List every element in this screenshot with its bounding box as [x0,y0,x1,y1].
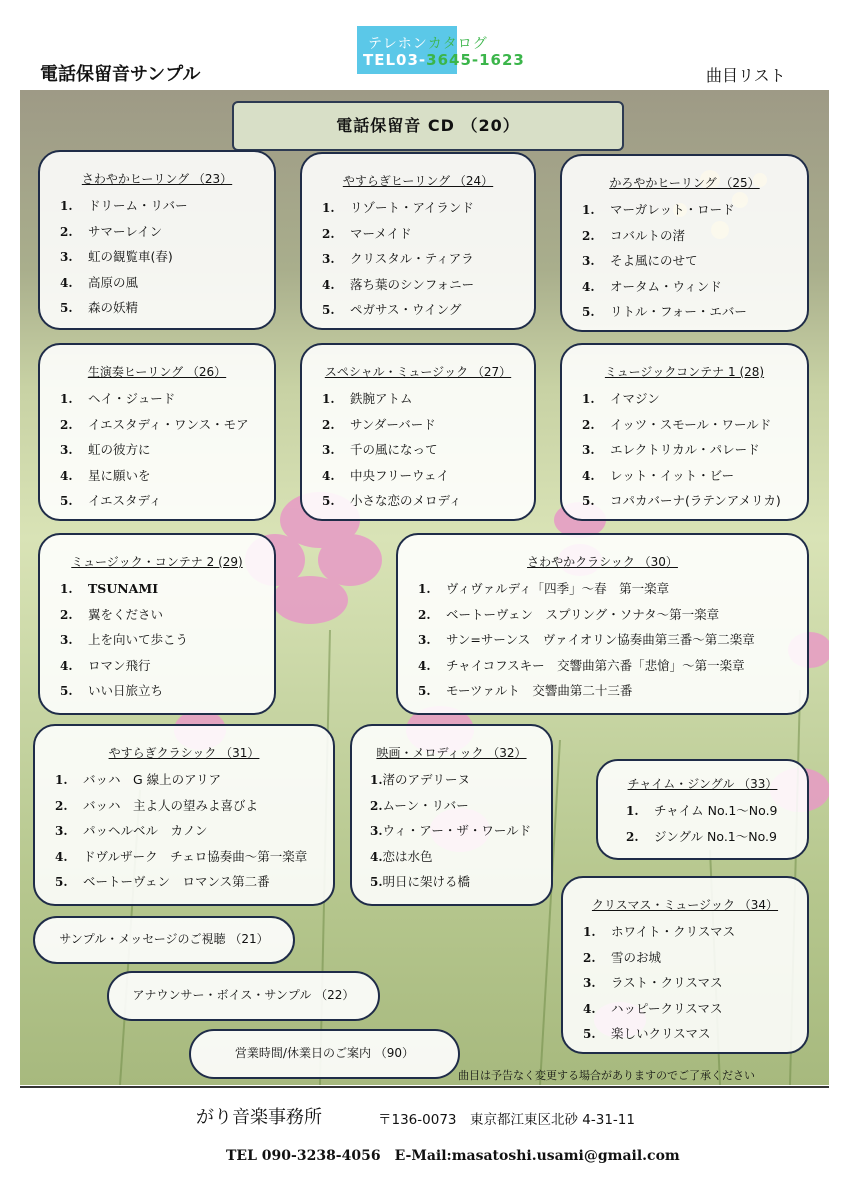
list-item: 1. バッハ G 線上のアリア [55,772,222,787]
list-item: 5. リトル・フォー・エバー [582,304,747,320]
category-title: チャイム・ジングル （33） [627,777,778,791]
list-item: 3. クリスタル・ティアラ [322,251,474,267]
announcer-voice-pill: アナウンサー・ボイス・サンプル （22） [107,971,380,1021]
category-box-34 [561,876,809,1054]
list-item: 2. 翼をください [60,606,164,622]
list-item: 2. マーメイド [322,225,412,241]
list-item: 3. 虹の観覧車(春) [60,249,173,265]
logo-line-1: テレホンカタログ [368,36,488,52]
list-item: 5.明日に架ける橋 [370,874,471,890]
list-item: 2. サマーレイン [60,223,163,239]
list-item: 3. パッヘルベル カノン [55,823,208,839]
list-item: 4. 落ち葉のシンフォニー [322,276,475,292]
list-item: 1. 鉄腕アトム [322,391,413,406]
category-box-29 [38,533,276,715]
list-item: 3. エレクトリカル・パレード [582,442,760,458]
list-item: 5. いい日旅立ち [60,683,164,699]
change-notice: 曲目は予告なく変更する場合がありますのでご了承ください [458,1069,755,1082]
list-item: 1. マーガレット・ロード [582,202,735,217]
list-item: 4. ロマン飛行 [60,657,151,673]
list-item: 4. 高原の風 [60,274,139,290]
category-box-33 [596,759,809,860]
list-item: 3. 千の風になって [322,442,438,458]
list-item: 2. コバルトの渚 [582,227,686,243]
list-item: 3. 上を向いて歩こう [60,632,189,648]
list-item: 5. イエスタディ [60,493,162,509]
list-item: 2. ベートーヴェン スプリング・ソナタ～第一楽章 [418,606,720,622]
list-item: 2. イッツ・スモール・ワールド [582,416,772,432]
category-box-28 [560,343,809,521]
category-box-30 [396,533,809,715]
list-item: 5. ペガサス・ウイング [322,302,462,318]
list-item: 4.恋は水色 [370,848,433,864]
list-item: 1. ドリーム・リバー [60,198,188,213]
category-box-24 [300,152,536,330]
list-item: 1. ヴィヴァルディ「四季」～春 第一楽章 [418,581,670,596]
main-cd-title: 電話保留音 CD （20） [232,101,624,151]
list-heading: 曲目リスト [706,66,786,85]
list-item: 2. バッハ 主よ人の望みよ喜びよ [55,797,259,813]
list-item: 4. ハッピークリスマス [583,1000,723,1016]
list-item: 3. ラスト・クリスマス [583,975,723,991]
list-item: 1. TSUNAMI [60,581,159,596]
list-item: 4. オータム・ウィンド [582,278,722,294]
category-box-31 [33,724,335,906]
category-title: ミュージックコンテナ 1 (28) [604,365,765,379]
list-item: 2. イエスタディ・ワンス・モア [60,416,249,432]
business-hours-pill: 営業時間/休業日のご案内 （90） [189,1029,460,1079]
list-item: 3.ウィ・アー・ザ・ワールド [370,823,532,839]
list-item: 5. 楽しいクリスマス [583,1026,711,1042]
list-item: 3. サン=サーンス ヴァイオリン協奏曲第三番～第二楽章 [418,632,755,648]
contact-info: TEL 090-3238-4056 E-Mail:masatoshi.usami@gmail.com [226,1148,680,1164]
category-box-32 [350,724,553,906]
company-address: 〒136-0073 東京都江東区北砂 4-31-11 [378,1112,635,1128]
category-title: さわやかクラシック （30） [527,555,678,569]
list-item: 3. 虹の彼方に [60,442,151,458]
list-item: 1. ホワイト・クリスマス [583,924,736,939]
category-title: やすらぎクラシック （31） [108,746,260,760]
list-item: 4. 星に願いを [60,467,151,483]
sample-message-pill: サンプル・メッセージのご視聴 （21） [33,916,295,964]
list-item: 2. ジングル No.1～No.9 [626,828,777,844]
list-item: 4. 中央フリーウェイ [322,467,450,483]
logo-line-2: TEL03-3645-1623 [363,51,525,69]
category-title: クリスマス・ミュージック （34） [591,898,779,912]
list-item: 5. 小さな恋のメロディ [322,493,462,509]
category-title: 映画・メロディック （32） [376,746,527,760]
list-item: 2.ムーン・リバー [370,797,469,813]
list-item: 3. そよ風にのせて [582,253,698,269]
category-title: スペシャル・ミュージック （27） [324,365,512,379]
category-title: やすらぎヒーリング （24） [342,174,494,188]
category-title: かろやかヒーリング （25） [609,176,760,190]
list-item: 5. モーツァルト 交響曲第二十三番 [418,683,633,699]
footer-divider [20,1086,829,1088]
list-item: 2. 雪のお城 [583,949,662,965]
list-item: 5. コパカバーナ(ラテンアメリカ) [582,493,781,509]
page-title: 電話保留音サンプル [40,64,201,85]
category-title: ミュージック・コンテナ 2 (29) [71,555,243,569]
list-item: 4. ドヴルザーク チェロ協奏曲～第一楽章 [55,848,308,864]
list-item: 1. ヘイ・ジュード [60,391,176,406]
company-name: がり音楽事務所 [196,1107,322,1128]
list-item: 1. チャイム No.1～No.9 [626,803,778,818]
list-item: 1.渚のアデリーヌ [370,772,471,787]
list-item: 5. 森の妖精 [60,300,139,316]
list-item: 5. ベートーヴェン ロマンス第二番 [55,874,270,890]
category-title: 生演奏ヒーリング （26） [87,365,227,379]
category-box-23 [38,150,276,330]
category-box-25 [560,154,809,332]
list-item: 4. チャイコフスキー 交響曲第六番「悲愴」～第一楽章 [418,657,745,673]
category-title: さわやかヒーリング （23） [81,172,233,186]
list-item: 1. イマジン [582,391,660,406]
category-box-27 [300,343,536,521]
list-item: 4. レット・イット・ビー [582,467,735,483]
category-box-26 [38,343,276,521]
list-item: 1. リゾート・アイランド [322,200,474,215]
list-item: 2. サンダーバード [322,416,436,432]
